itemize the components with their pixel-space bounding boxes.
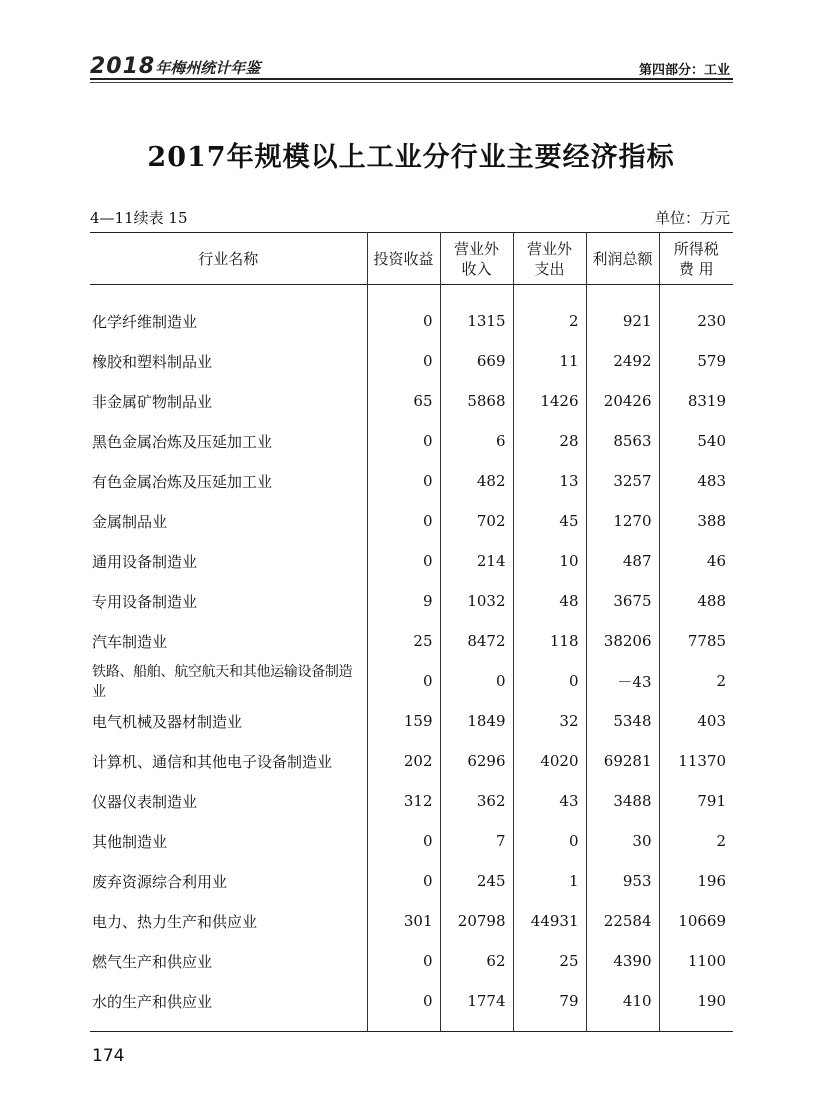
cell-profit: －43 xyxy=(586,661,659,701)
table-header-row xyxy=(90,233,733,285)
col-header-expense-line1: 营业外 xyxy=(526,239,572,258)
cell-tax: 1100 xyxy=(659,941,733,981)
cell-name: 铁路、船舶、航空航天和其他运输设备制造业 xyxy=(92,664,353,700)
cell-name: 计算机、通信和其他电子设备制造业 xyxy=(92,752,333,771)
cell-income: 245 xyxy=(440,861,513,901)
cell-profit: 69281 xyxy=(586,741,659,781)
cell-profit: 5348 xyxy=(586,701,659,741)
data-table xyxy=(90,232,733,1032)
cell-expense: 10 xyxy=(513,541,586,581)
cell-expense: 0 xyxy=(513,661,586,701)
cell-invest: 0 xyxy=(367,461,440,501)
cell-expense: 43 xyxy=(513,781,586,821)
cell-income: 20798 xyxy=(440,901,513,941)
cell-name: 汽车制造业 xyxy=(92,632,168,651)
cell-income: 482 xyxy=(440,461,513,501)
cell-invest: 0 xyxy=(367,541,440,581)
cell-profit: 3257 xyxy=(586,461,659,501)
table-row xyxy=(90,661,733,701)
cell-invest: 0 xyxy=(367,981,440,1032)
col-header-income xyxy=(440,233,513,285)
cell-invest: 0 xyxy=(367,285,440,342)
cell-profit: 487 xyxy=(586,541,659,581)
cell-profit: 4390 xyxy=(586,941,659,981)
cell-name: 有色金属冶炼及压延加工业 xyxy=(92,472,273,491)
cell-expense: 44931 xyxy=(513,901,586,941)
table-label: 4—11续表 15 xyxy=(90,209,188,227)
book-title xyxy=(90,54,260,79)
cell-name: 水的生产和供应业 xyxy=(90,981,367,1032)
header-rule-thin xyxy=(90,82,733,83)
table-row xyxy=(90,285,733,342)
table-row xyxy=(90,421,733,461)
cell-expense: 45 xyxy=(513,501,586,541)
cell-tax: 403 xyxy=(659,701,733,741)
running-header xyxy=(90,52,732,78)
cell-tax: 196 xyxy=(659,861,733,901)
table-row xyxy=(90,981,733,1032)
table-row xyxy=(90,781,733,821)
cell-tax: 8319 xyxy=(659,381,733,421)
cell-profit: 2492 xyxy=(586,341,659,381)
col-header-profit: 利润总额 xyxy=(586,233,659,285)
cell-profit: 3675 xyxy=(586,581,659,621)
table-body xyxy=(90,285,733,1032)
cell-invest: 202 xyxy=(367,741,440,781)
cell-invest: 0 xyxy=(367,421,440,461)
table-row xyxy=(90,541,733,581)
table-row xyxy=(90,741,733,781)
cell-name: 橡胶和塑料制品业 xyxy=(92,352,213,371)
cell-invest: 0 xyxy=(367,341,440,381)
table-row xyxy=(90,861,733,901)
section-title: 第四部分：工业 xyxy=(638,63,730,78)
col-header-expense xyxy=(513,233,586,285)
cell-invest: 301 xyxy=(367,901,440,941)
cell-profit: 30 xyxy=(586,821,659,861)
cell-tax: 11370 xyxy=(659,741,733,781)
col-header-income-line1: 营业外 xyxy=(453,239,499,258)
cell-income: 6296 xyxy=(440,741,513,781)
cell-profit: 410 xyxy=(586,981,659,1032)
cell-name: 仪器仪表制造业 xyxy=(92,792,198,811)
cell-expense: 48 xyxy=(513,581,586,621)
page-number: 174 xyxy=(92,1046,125,1066)
cell-name: 黑色金属冶炼及压延加工业 xyxy=(92,432,273,451)
col-header-tax xyxy=(659,233,733,285)
cell-expense: 25 xyxy=(513,941,586,981)
cell-name: 金属制品业 xyxy=(92,512,168,531)
cell-profit: 953 xyxy=(586,861,659,901)
cell-invest: 0 xyxy=(367,941,440,981)
cell-expense: 28 xyxy=(513,421,586,461)
table-row xyxy=(90,941,733,981)
cell-invest: 312 xyxy=(367,781,440,821)
cell-expense: 79 xyxy=(513,981,586,1032)
cell-expense: 13 xyxy=(513,461,586,501)
cell-tax: 388 xyxy=(659,501,733,541)
table-row xyxy=(90,581,733,621)
cell-income: 1032 xyxy=(440,581,513,621)
cell-tax: 2 xyxy=(659,821,733,861)
cell-invest: 159 xyxy=(367,701,440,741)
col-header-tax-line1: 所得税 xyxy=(673,239,719,258)
unit-label: 单位：万元 xyxy=(654,209,730,227)
cell-name: 非金属矿物制品业 xyxy=(92,392,213,411)
col-header-income-line2: 收入 xyxy=(461,259,492,278)
cell-income: 8472 xyxy=(440,621,513,661)
page-title: 2017年规模以上工业分行业主要经济指标 xyxy=(147,142,675,173)
cell-income: 1774 xyxy=(440,981,513,1032)
cell-income: 7 xyxy=(440,821,513,861)
cell-name: 化学纤维制造业 xyxy=(92,312,198,331)
cell-income: 1849 xyxy=(440,701,513,741)
table-caption xyxy=(90,207,732,227)
table-row xyxy=(90,501,733,541)
table-row xyxy=(90,461,733,501)
col-header-expense-line2: 支出 xyxy=(534,259,565,278)
cell-expense: 11 xyxy=(513,341,586,381)
cell-invest: 0 xyxy=(367,861,440,901)
table-row xyxy=(90,901,733,941)
cell-expense: 32 xyxy=(513,701,586,741)
cell-name: 其他制造业 xyxy=(92,832,168,851)
cell-income: 702 xyxy=(440,501,513,541)
cell-invest: 0 xyxy=(367,501,440,541)
cell-tax: 10669 xyxy=(659,901,733,941)
cell-tax: 579 xyxy=(659,341,733,381)
cell-invest: 0 xyxy=(367,661,440,701)
table-row xyxy=(90,821,733,861)
cell-name: 电气机械及器材制造业 xyxy=(92,712,243,731)
cell-tax: 190 xyxy=(659,981,733,1032)
cell-income: 5868 xyxy=(440,381,513,421)
cell-profit: 22584 xyxy=(586,901,659,941)
cell-expense: 4020 xyxy=(513,741,586,781)
header-rule xyxy=(90,78,733,80)
table-row xyxy=(90,701,733,741)
cell-income: 6 xyxy=(440,421,513,461)
cell-profit: 20426 xyxy=(586,381,659,421)
cell-name: 废弃资源综合利用业 xyxy=(92,872,228,891)
table-row xyxy=(90,381,733,421)
cell-name: 专用设备制造业 xyxy=(92,592,198,611)
cell-expense: 1426 xyxy=(513,381,586,421)
cell-profit: 921 xyxy=(586,285,659,342)
cell-expense: 0 xyxy=(513,821,586,861)
cell-income: 362 xyxy=(440,781,513,821)
cell-invest: 25 xyxy=(367,621,440,661)
cell-expense: 118 xyxy=(513,621,586,661)
table-row xyxy=(90,621,733,661)
cell-expense: 2 xyxy=(513,285,586,342)
table-row xyxy=(90,341,733,381)
book-name: 年梅州统计年鉴 xyxy=(155,59,261,77)
cell-invest: 0 xyxy=(367,821,440,861)
cell-tax: 540 xyxy=(659,421,733,461)
cell-expense: 1 xyxy=(513,861,586,901)
cell-name: 电力、热力生产和供应业 xyxy=(92,912,258,931)
cell-income: 62 xyxy=(440,941,513,981)
cell-invest: 9 xyxy=(367,581,440,621)
cell-income: 0 xyxy=(440,661,513,701)
cell-tax: 230 xyxy=(659,285,733,342)
cell-income: 669 xyxy=(440,341,513,381)
cell-tax: 483 xyxy=(659,461,733,501)
cell-tax: 7785 xyxy=(659,621,733,661)
cell-income: 214 xyxy=(440,541,513,581)
col-header-invest: 投资收益 xyxy=(367,233,440,285)
cell-income: 1315 xyxy=(440,285,513,342)
col-header-tax-line2: 费 用 xyxy=(678,259,714,278)
cell-invest: 65 xyxy=(367,381,440,421)
cell-profit: 38206 xyxy=(586,621,659,661)
cell-name: 通用设备制造业 xyxy=(92,552,198,571)
cell-profit: 1270 xyxy=(586,501,659,541)
book-year: 2018 xyxy=(90,54,156,79)
cell-tax: 46 xyxy=(659,541,733,581)
col-header-name: 行业名称 xyxy=(90,233,367,285)
cell-name: 燃气生产和供应业 xyxy=(92,952,213,971)
cell-tax: 791 xyxy=(659,781,733,821)
cell-tax: 488 xyxy=(659,581,733,621)
cell-profit: 8563 xyxy=(586,421,659,461)
cell-tax: 2 xyxy=(659,661,733,701)
cell-profit: 3488 xyxy=(586,781,659,821)
